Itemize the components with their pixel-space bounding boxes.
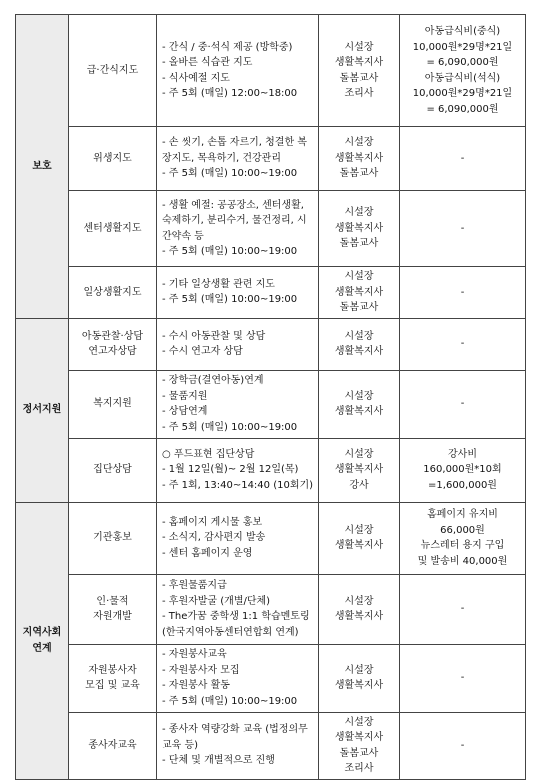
program-name-cell-line: 급·간식지도 — [86, 64, 139, 76]
category-label: 정서지원 — [22, 404, 62, 416]
program-content-cell-line: - 수시 아동관찰 및 상담 — [162, 330, 266, 342]
table-row — [16, 438, 526, 502]
budget-cell — [400, 438, 526, 502]
program-table-container — [15, 14, 526, 780]
staff-cell — [319, 267, 400, 319]
program-name-cell-line: 집단상담 — [93, 464, 132, 476]
budget-cell-line: 66,000원 — [440, 524, 485, 536]
program-name-cell-line: 자원봉사자 — [88, 664, 137, 676]
staff-cell-line: 생활복지사 — [334, 540, 384, 551]
program-content-cell-line: - 1월 12일(월)~ 2월 12일(목) — [162, 464, 299, 476]
program-content-cell-line: - 주 5회 (매일) 10:00~19:00 — [162, 246, 298, 257]
program-name-cell-line: 센터생활지도 — [83, 222, 142, 234]
staff-cell — [319, 438, 400, 502]
staff-cell-line: 강사 — [349, 479, 369, 491]
budget-cell-line: 홈페이지 유지비 — [427, 509, 498, 520]
program-content-cell-line: - 생활 예절: 공공장소, 센터생활, 숙제하기, 분리수거, 물건정리, 시간약속 등 — [162, 199, 307, 242]
program-name-cell — [69, 438, 157, 502]
budget-cell-line: - — [460, 398, 465, 410]
program-name-cell — [69, 644, 157, 712]
program-name-cell-line: 아동관찰·상담 — [81, 330, 144, 342]
category-label: 지역사회 연계 — [22, 627, 62, 654]
budget-cell — [400, 15, 526, 127]
program-content-cell-line: - 자원봉사자 모집 — [162, 664, 240, 676]
program-name-cell — [69, 574, 157, 644]
program-table — [15, 14, 526, 780]
program-content-cell-line: - 종사자 역량강화 교육 (법정의무교육 등) — [162, 724, 308, 751]
budget-cell-line: =1,600,000원 — [428, 479, 497, 491]
program-name-cell-line: 위생지도 — [93, 152, 132, 164]
staff-cell-line: 시설장 — [344, 664, 374, 676]
program-content-cell — [157, 267, 319, 319]
program-content-cell — [157, 712, 319, 779]
program-name-cell-line: 일상생활지도 — [83, 286, 142, 298]
table-row — [16, 267, 526, 319]
budget-cell-line: 아동급식비(중식) — [424, 26, 501, 37]
category-label: 보호 — [32, 160, 52, 172]
program-content-cell-line: - 센터 홈페이지 운영 — [162, 547, 253, 559]
budget-cell — [400, 644, 526, 712]
category-cell — [16, 15, 69, 319]
budget-cell-line: 160,000원*10회 — [423, 464, 502, 476]
budget-cell-line: 아동급식비(석식) — [424, 72, 501, 84]
budget-cell-line: - — [460, 286, 465, 298]
program-name-cell-line: 종사자교육 — [88, 739, 137, 751]
program-content-cell-line: - 홈페이지 게시물 홍보 — [162, 516, 263, 528]
program-content-cell-line: - 후원자발굴 (개별/단체) — [162, 595, 271, 607]
program-content-cell-line: - 자원봉사교육 — [162, 649, 227, 660]
category-cell — [16, 318, 69, 502]
budget-cell — [400, 502, 526, 574]
budget-cell — [400, 191, 526, 267]
budget-cell — [400, 127, 526, 191]
program-name-cell-line: 모집 및 교육 — [85, 680, 140, 691]
program-content-cell — [157, 127, 319, 191]
staff-cell-line: 생활복지사 — [334, 611, 384, 622]
staff-cell-line: 돌봄교사 — [339, 168, 379, 180]
staff-cell-line: 생활복지사 — [334, 680, 384, 691]
budget-cell — [400, 712, 526, 779]
table-row — [16, 502, 526, 574]
program-content-cell — [157, 438, 319, 502]
staff-cell-line: 시설장 — [344, 524, 374, 536]
budget-cell-line: 10,000원*29명*21일 — [412, 41, 513, 53]
program-name-cell — [69, 318, 157, 370]
staff-cell — [319, 191, 400, 267]
program-content-cell-line: - 소식지, 감사편지 발송 — [162, 532, 266, 544]
program-content-cell-line: - 장학금(결연아동)연계 — [162, 375, 264, 386]
budget-cell-line: - — [460, 338, 465, 350]
staff-cell-line: 조리사 — [344, 88, 374, 99]
program-name-cell — [69, 127, 157, 191]
staff-cell-line: 생활복지사 — [334, 152, 384, 164]
program-content-cell — [157, 574, 319, 644]
budget-cell-line: 및 발송비 40,000원 — [417, 555, 508, 567]
program-content-cell-line: - 물품지원 — [162, 390, 208, 402]
staff-cell-line: 시설장 — [344, 595, 374, 607]
budget-cell-line: = 6,090,000원 — [426, 103, 499, 115]
program-name-cell — [69, 267, 157, 319]
budget-cell — [400, 370, 526, 438]
staff-cell-line: 조리사 — [344, 763, 374, 774]
table-row — [16, 127, 526, 191]
staff-cell — [319, 15, 400, 127]
program-name-cell-line: 연고자상담 — [88, 346, 137, 357]
program-content-cell-line: - 주 5회 (매일) 10:00~19:00 — [162, 168, 298, 180]
staff-cell-line: 생활복지사 — [334, 346, 384, 357]
program-name-cell-line: 복지지원 — [93, 398, 132, 410]
staff-cell-line: 시설장 — [344, 716, 374, 728]
program-content-cell — [157, 191, 319, 267]
staff-cell-line: 시설장 — [344, 207, 374, 219]
budget-cell-line: = 6,090,000원 — [426, 57, 499, 68]
staff-cell-line: 생활복지사 — [334, 57, 384, 68]
program-content-cell-line: - 자원봉사 활동 — [162, 680, 230, 691]
staff-cell — [319, 502, 400, 574]
category-cell — [16, 502, 69, 779]
table-row — [16, 574, 526, 644]
staff-cell-line: 시설장 — [344, 271, 374, 282]
program-name-cell — [69, 712, 157, 779]
staff-cell-line: 생활복지사 — [334, 222, 384, 234]
program-content-cell-line: ○ 푸드표현 집단상담 — [162, 448, 255, 460]
staff-cell-line: 돌봄교사 — [339, 747, 379, 759]
program-name-cell — [69, 15, 157, 127]
program-content-cell — [157, 644, 319, 712]
program-content-cell-line: - The가꿈 중학생 1:1 학습멘토링 — [162, 611, 310, 622]
staff-cell-line: 생활복지사 — [334, 732, 384, 743]
staff-cell-line: 시설장 — [344, 390, 374, 402]
staff-cell-line: 시설장 — [344, 137, 374, 149]
budget-cell — [400, 318, 526, 370]
staff-cell — [319, 644, 400, 712]
staff-cell-line: 돌봄교사 — [339, 72, 379, 84]
program-content-cell — [157, 15, 319, 127]
program-content-cell-line: - 주 5회 (매일) 10:00~19:00 — [162, 421, 298, 433]
program-content-cell-line: - 간식 / 중·석식 제공 (방학중) — [162, 41, 293, 53]
budget-cell-line: 10,000원*29명*21일 — [412, 88, 513, 99]
program-content-cell-line: (한국지역아동센터연합회 연계) — [162, 626, 299, 638]
program-content-cell-line: - 식사예절 지도 — [162, 72, 230, 84]
program-content-cell-line: - 단체 및 개별적으로 진행 — [162, 755, 275, 767]
program-content-cell-line: - 기타 일상생활 관련 지도 — [162, 278, 275, 290]
table-row — [16, 712, 526, 779]
staff-cell-line: 생활복지사 — [334, 286, 384, 298]
staff-cell-line: 돌봄교사 — [339, 302, 379, 313]
staff-cell-line: 시설장 — [344, 448, 374, 460]
program-content-cell — [157, 370, 319, 438]
program-name-cell-line: 자원개발 — [93, 611, 132, 622]
budget-cell — [400, 267, 526, 319]
program-content-cell-line: - 후원물품지급 — [162, 580, 227, 591]
program-content-cell-line: - 주 1회, 13:40~14:40 (10회기) — [162, 479, 314, 491]
table-row — [16, 15, 526, 127]
table-row — [16, 644, 526, 712]
staff-cell-line: 생활복지사 — [334, 406, 384, 417]
program-name-cell — [69, 191, 157, 267]
budget-cell-line: 강사비 — [448, 448, 477, 460]
program-content-cell-line: - 주 5회 (매일) 12:00~18:00 — [162, 88, 298, 99]
program-content-cell-line: - 주 5회 (매일) 10:00~19:00 — [162, 695, 298, 707]
budget-cell — [400, 574, 526, 644]
program-content-cell-line: - 올바른 식습관 지도 — [162, 57, 253, 68]
staff-cell — [319, 370, 400, 438]
table-row — [16, 318, 526, 370]
staff-cell — [319, 318, 400, 370]
program-name-cell — [69, 502, 157, 574]
budget-cell-line: 뉴스레터 용지 구입 — [420, 540, 505, 551]
table-row — [16, 370, 526, 438]
budget-cell-line: - — [460, 603, 465, 615]
program-name-cell-line: 기관홍보 — [93, 532, 132, 544]
program-name-cell-line: 인·물적 — [96, 595, 129, 607]
program-content-cell — [157, 502, 319, 574]
program-content-cell-line: - 상담연계 — [162, 406, 208, 417]
budget-cell-line: - — [460, 152, 465, 164]
program-content-cell — [157, 318, 319, 370]
budget-cell-line: - — [460, 672, 465, 684]
staff-cell-line: 생활복지사 — [334, 464, 384, 476]
staff-cell-line: 시설장 — [344, 41, 374, 53]
program-name-cell — [69, 370, 157, 438]
staff-cell-line: 시설장 — [344, 330, 374, 342]
staff-cell — [319, 574, 400, 644]
program-table-body — [16, 15, 526, 780]
program-content-cell-line: - 손 씻기, 손톱 자르기, 청결한 복장지도, 목욕하기, 건강관리 — [162, 137, 307, 164]
staff-cell — [319, 127, 400, 191]
table-row — [16, 191, 526, 267]
budget-cell-line: - — [460, 222, 465, 234]
staff-cell-line: 돌봄교사 — [339, 238, 379, 250]
budget-cell-line: - — [460, 739, 465, 751]
program-content-cell-line: - 주 5회 (매일) 10:00~19:00 — [162, 294, 298, 306]
program-content-cell-line: - 수시 연고자 상담 — [162, 346, 243, 357]
staff-cell — [319, 712, 400, 779]
